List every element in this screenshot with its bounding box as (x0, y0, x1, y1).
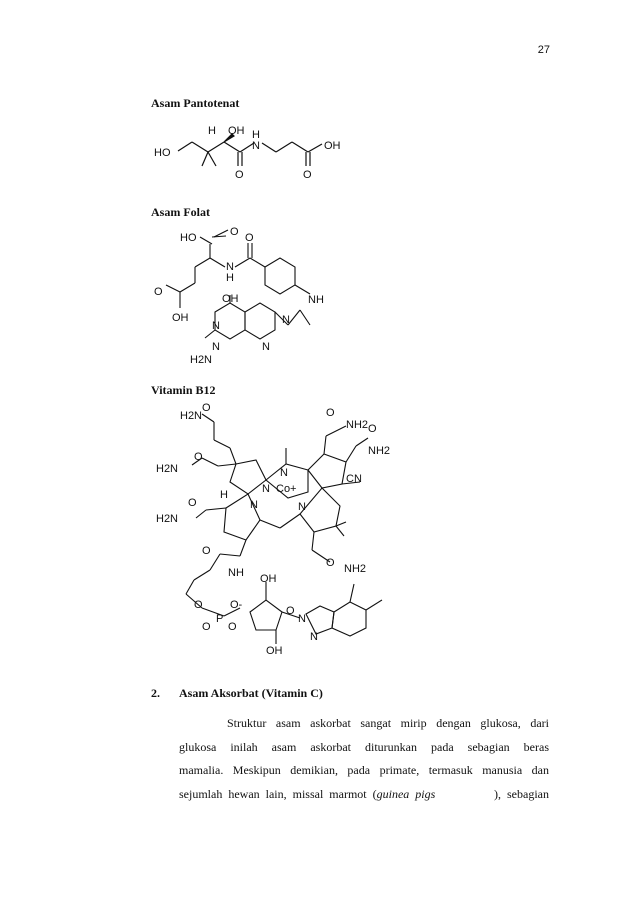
structure-label: N (252, 140, 260, 152)
structure-label: NH2 (368, 445, 391, 457)
emphasis-text: guinea pigs (376, 786, 436, 801)
structure-label: O (202, 621, 211, 633)
structure-label: N (212, 341, 220, 353)
structure-label: Co+ (276, 483, 297, 495)
structure-label: H2N (156, 513, 179, 525)
structure-label: OH (222, 293, 239, 305)
structure-label: H (226, 272, 234, 284)
section-heading (151, 686, 323, 701)
paragraph-line: glukosa inilah asam askorbat diturunkan pada sebagian beras (179, 739, 549, 754)
structure-label: N (250, 499, 258, 511)
structure-label: OH (266, 645, 283, 657)
structure-label: HO (180, 232, 197, 244)
vitamin-b12-structure (150, 402, 410, 658)
structure-label: CN (346, 473, 362, 485)
heading-vitamin-b12: Vitamin B12 (151, 383, 216, 397)
structure-label: N (226, 261, 234, 273)
structure-label: NH2 (346, 419, 369, 431)
paragraph-line (179, 783, 549, 807)
structure-label: OH (260, 573, 277, 585)
structure-label: O (194, 599, 203, 611)
structure-label: O (245, 232, 254, 244)
structure-label: N (212, 320, 220, 332)
structure-label: N (310, 631, 318, 643)
structure-label: OH (228, 125, 245, 137)
structure-label: O (303, 169, 312, 181)
section-number: 2. (151, 686, 160, 700)
structure-label: O- (230, 599, 243, 611)
structure-label: O (286, 605, 295, 617)
structure-label: H (220, 489, 228, 501)
pantothenic-acid-structure (150, 118, 360, 182)
structure-label: O (368, 423, 377, 435)
structure-label: O (326, 407, 335, 419)
structure-label: NH (228, 567, 244, 579)
paragraph-text: ), sebagian (494, 786, 549, 801)
page-number: 27 (537, 44, 550, 56)
structure-label: O (202, 545, 211, 557)
structure-label: O (326, 557, 335, 569)
structure-label: O (194, 451, 203, 463)
structure-label: O (235, 169, 244, 181)
structure-label: OH (172, 312, 189, 324)
folic-acid-structure (150, 225, 350, 370)
structure-label: N (262, 483, 270, 495)
structure-label: O (228, 621, 237, 633)
structure-label: N (262, 341, 270, 353)
structure-label: H2N (156, 463, 179, 475)
paragraph-line: Struktur asam askorbat sangat mirip dengan glukosa, dari (227, 716, 549, 730)
section-title: Asam Aksorbat (Vitamin C) (179, 686, 323, 700)
structure-label: H2N (190, 354, 213, 366)
structure-label: HO (154, 147, 171, 159)
paragraph-line: mamalia. Meskipun demikian, pada primate, termasuk manusia dan (179, 763, 549, 777)
structure-label: N (298, 501, 306, 513)
structure-label: N (282, 314, 290, 326)
structure-label: OH (324, 140, 341, 152)
structure-label: N (298, 613, 306, 625)
structure-label: O (230, 226, 239, 238)
structure-label: H (208, 125, 216, 137)
paragraph-text: sejumlah hewan lain, missal marmot ( (179, 786, 377, 801)
structure-label: N (280, 467, 288, 479)
structure-label: H2N (180, 410, 203, 422)
structure-label: P (216, 613, 224, 625)
structure-label: NH2 (344, 563, 367, 575)
heading-folic-acid: Asam Folat (151, 205, 210, 219)
structure-label: O (188, 497, 197, 509)
body-paragraph (179, 712, 549, 806)
structure-label: H (252, 129, 260, 141)
structure-label: NH (308, 294, 324, 306)
structure-label: O (154, 286, 163, 298)
heading-pantothenic-acid: Asam Pantotenat (151, 96, 240, 110)
structure-label: O (202, 402, 211, 414)
